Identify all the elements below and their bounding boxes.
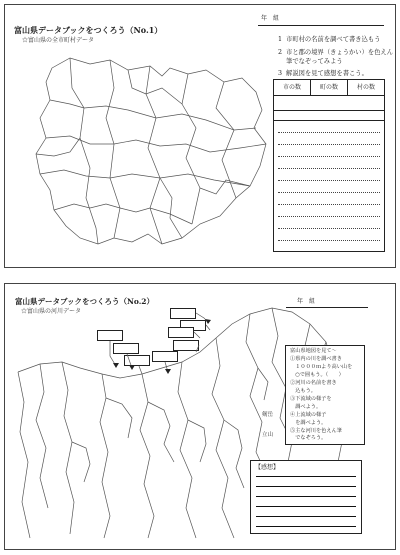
question-3-text: 解説図を見て感想を書こう。 xyxy=(286,70,368,77)
instruction-line: 調べよう。 xyxy=(290,404,322,410)
instruction-line: でなぞろう。 xyxy=(290,435,327,441)
question-1-text: 市町村の名前を調べて書き込もう xyxy=(286,36,381,43)
worksheet-2-name-line xyxy=(286,307,368,308)
worksheet-1-title: 富山県データブックをつくろう（No.1） xyxy=(14,25,163,35)
memo-line xyxy=(256,486,356,487)
mountain-label-tsurugi: 剱岳 xyxy=(262,412,274,418)
instruction-line: ④上流域の様子 xyxy=(290,412,327,418)
question-2-text-cont: 筆でなぞってみよう xyxy=(286,58,343,65)
memo-line xyxy=(256,506,356,507)
mountain-label-tateyama: 立山 xyxy=(262,432,274,438)
question-2-number: 2 xyxy=(278,49,283,56)
question-1-number: 1 xyxy=(278,36,283,43)
memo-label: 【感想】 xyxy=(255,464,280,471)
memo-line xyxy=(256,496,356,497)
instruction-line: ③下流域の様子を xyxy=(290,396,332,402)
question-2-text: 市と郡の境界（きょうかい）を色えん xyxy=(286,49,394,56)
memo-line xyxy=(256,526,356,527)
instruction-line: ①県内の川を調べ書き xyxy=(290,356,342,362)
instruction-line: を調べよう。 xyxy=(290,420,327,426)
instruction-line: ○で囲もう。（ ） xyxy=(290,372,344,378)
memo-line xyxy=(256,516,356,517)
question-3-number: 3 xyxy=(278,70,283,77)
memo-line xyxy=(256,476,356,477)
worksheet-2-subtitle: ☆富山県の河川データ xyxy=(21,308,82,315)
impressions-memo-box[interactable] xyxy=(250,460,362,534)
river-instructions-box xyxy=(285,345,365,445)
table-header-towns: 町の数 xyxy=(311,80,348,95)
instruction-line: 富山県地図を見て～ xyxy=(290,348,337,354)
worksheet-2-class-label: 年 組 xyxy=(297,298,316,305)
instruction-line: 込もう。 xyxy=(290,388,316,394)
table-header-cities: 市の数 xyxy=(274,80,311,95)
worksheet-1-subtitle: ☆富山県の全市町村データ xyxy=(22,37,95,44)
instruction-line: ②河川の名前を書き xyxy=(290,380,337,386)
worksheet-1-class-label: 年 組 xyxy=(261,15,280,22)
instruction-line: ⑤主な河川を色えん筆 xyxy=(290,428,342,434)
table-header-villages: 村の数 xyxy=(356,84,375,91)
worksheet-2-title: 富山県データブックをつくろう（No.2） xyxy=(15,297,155,306)
instruction-line: １０００ｍより高い山を xyxy=(290,364,353,370)
